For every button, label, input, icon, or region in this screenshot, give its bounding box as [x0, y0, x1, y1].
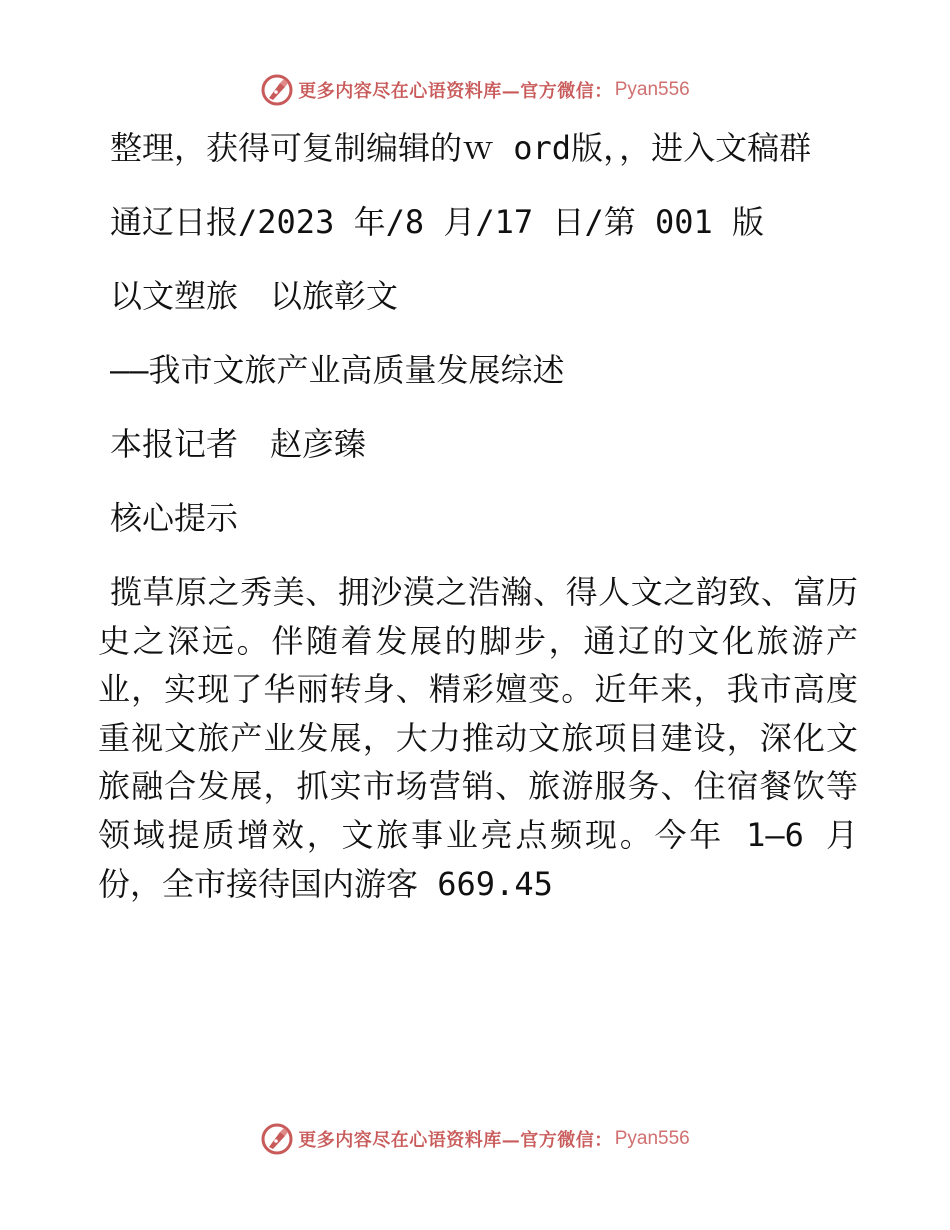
article-subtitle: ——我市文旅产业高质量发展综述 [110, 351, 565, 389]
byline: 本报记者 赵彦臻 [110, 425, 367, 463]
section-heading: 核心提示 [110, 499, 239, 537]
document-body [98, 124, 858, 934]
source-line: 通辽日报/2023 年/8 月/17 日/第 001 版 [110, 203, 765, 241]
header-watermark [0, 70, 950, 110]
pen-nib-circle-icon [260, 73, 294, 107]
watermark-contact: Pyan556 [614, 79, 690, 100]
article-title: 以文塑旅 以旅彰文 [110, 277, 399, 315]
watermark-text: 更多内容尽在心语资料库—官方微信： [298, 81, 613, 102]
watermark-text: 更多内容尽在心语资料库—官方微信： [298, 1130, 613, 1151]
footer-watermark [0, 1119, 950, 1159]
watermark-contact: Pyan556 [614, 1128, 690, 1149]
pen-nib-circle-icon [260, 1122, 294, 1156]
intro-note: 整理，获得可复制编辑的ｗ ord版，，进入文稿群 [110, 129, 812, 167]
body-paragraph: 揽草原之秀美、拥沙漠之浩瀚、得人文之韵致、富历史之深远。伴随着发展的脚步，通辽的文化旅游产业，实现了华丽转身、精彩嬗变。近年来，我市高度重视文旅产业发展，大力推动文旅项目建设，深化文旅融合发展，抓实市场营销、旅游服务、住宿餐饮等领域提质增效，文旅事业亮点频现。今年 1—6 月份，全市接待国内游客 669.45 [98, 573, 858, 903]
